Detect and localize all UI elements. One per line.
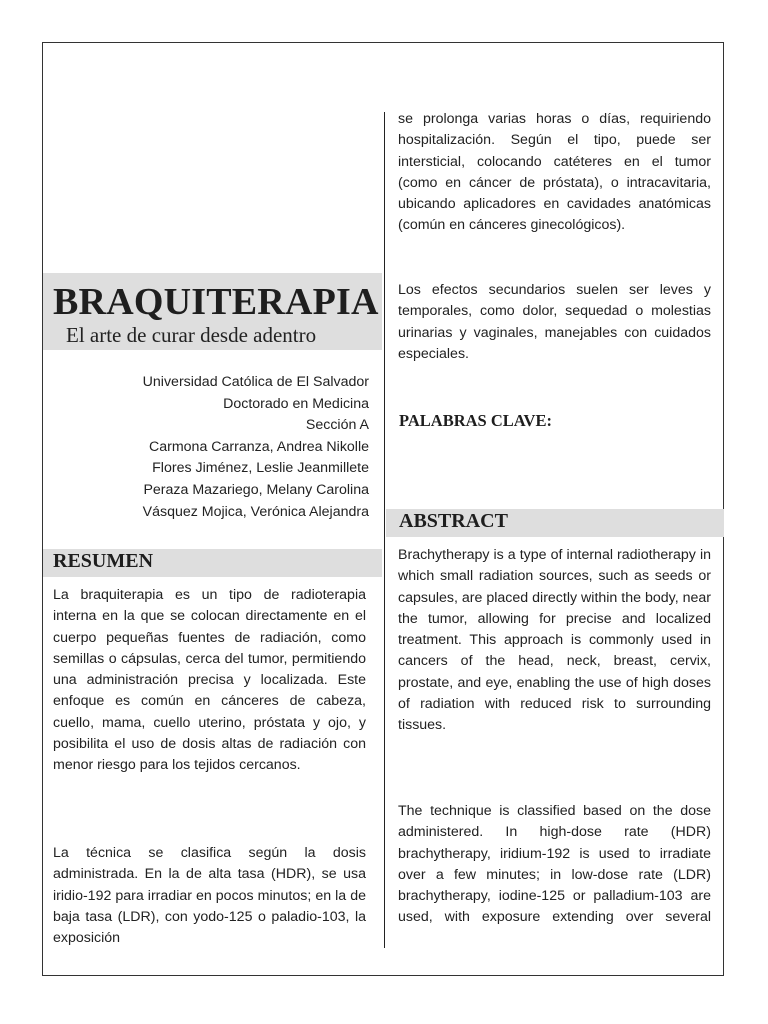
resumen-paragraph-3: se prolonga varias horas o días, requiriendo hospitalización. Según el tipo, puede ser intersticial, colocando catéteres en el tumor (como en cáncer de próstata), o intracavitaria, ubicando aplicadores en cavidades anatómicas (común en cánceres ginecológicos). bbox=[398, 111, 711, 234]
author-line: Vásquez Mojica, Verónica Alejandra bbox=[142, 503, 369, 520]
author-line: Carmona Carranza, Andrea Nikolle bbox=[148, 438, 369, 455]
resumen-heading: RESUMEN bbox=[53, 550, 154, 572]
affiliation-line: Universidad Católica de El Salvador bbox=[142, 374, 369, 390]
author-line: Peraza Mazariego, Melany Carolina bbox=[143, 481, 369, 498]
resumen-paragraph-2: La técnica se clasifica según la dosis administrada. En la de alta tasa (HDR), se usa iridio-192 para irradiar en pocos minutos; en la de baja tasa (LDR), con yodo-125 o paladio-103, la exposición bbox=[53, 845, 366, 947]
affiliation-line: Doctorado en Medicina bbox=[223, 395, 369, 412]
column-divider bbox=[384, 112, 385, 948]
document-title: BRAQUITERAPIA bbox=[53, 281, 379, 323]
abstract-heading: ABSTRACT bbox=[399, 510, 508, 532]
keywords-heading: PALABRAS CLAVE: bbox=[399, 411, 552, 430]
abstract-paragraph-2: The technique is classified based on the dose administered. In high-dose rate (HDR) brachytherapy, iridium-192 is used to irradiate over a few minutes; in low-dose rate (LDR) brachytherapy, iodine-125 or palladium-103 are used, with exposure extending over several bbox=[398, 803, 711, 926]
resumen-paragraph-4: Los efectos secundarios suelen ser leves y temporales, como dolor, sequedad o molestias urinarias y vaginales, manejables con cuidados especiales. bbox=[398, 282, 711, 362]
document-subtitle: El arte de curar desde adentro bbox=[66, 323, 317, 347]
abstract-paragraph-1: Brachytherapy is a type of internal radiotherapy in which small radiation sources, such as seeds or capsules, are placed directly within the body, near the tumor, allowing for precise and localized treatment. This approach is commonly used in cancers of the head, neck, breast, cervix, prostate, and eye, enabling the use of high doses of radiation with reduced risk to surrounding tissues. bbox=[398, 547, 711, 734]
affiliation-line: Sección A bbox=[305, 417, 369, 434]
affiliation-block bbox=[53, 372, 369, 523]
author-line: Flores Jiménez, Leslie Jeanmillete bbox=[152, 460, 369, 477]
resumen-paragraph-1: La braquiterapia es un tipo de radioterapia interna en la que se colocan directamente en el cuerpo pequeñas fuentes de radiación, como semillas o cápsulas, cerca del tumor, permitiendo una administración precisa y localizada. Este enfoque es común en cánceres de cabeza, cuello, mama, cuello uterino, próstata y ojo, y posibilita el uso de dosis altas de radiación con menor riesgo para los tejidos cercanos. bbox=[53, 587, 366, 774]
